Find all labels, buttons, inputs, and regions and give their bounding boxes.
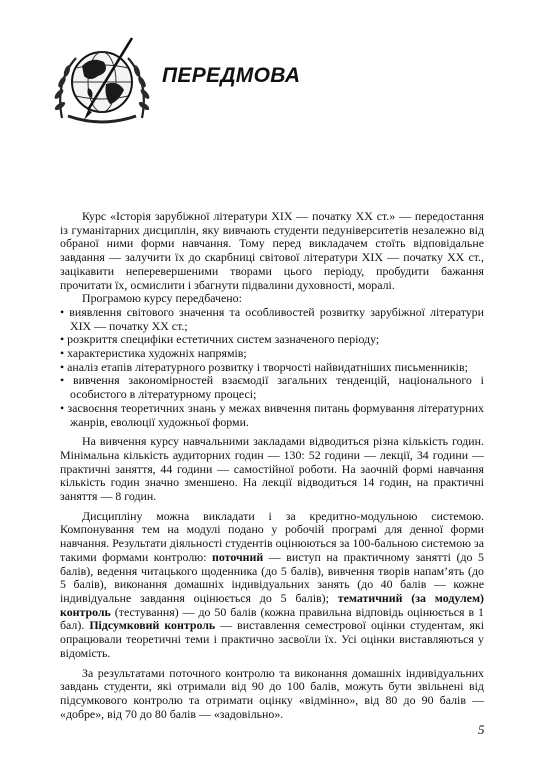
preface-body: [60, 210, 484, 721]
page-title: ПЕРЕДМОВА: [162, 64, 301, 87]
modular-text: — виставлення семестрової оцінки студентам, які опрацювали теоретичні теми і практично засвоїли їх. Усі оцінки виставляються у відомість.: [60, 618, 484, 660]
modular-text: — виступ на практичному занятті (до 5 балів), ведення читацького щоденника (до 5 балів), вивчення творів напам’ять (до 5 балів), виконання домашніх індивідуальних занять (до 40 балів — кожне індивідуальне завдання оцінюється до 5 балів);: [60, 549, 484, 605]
intro-paragraph: Курс «Історія зарубіжної літератури XIX — початку XX ст.» — передостання із гуманітарних дисциплін, яку вивчають студенти педуніверситетів незалежно від обраної ними форми навчання. Тому перед викладачем стоїть відповідальне завдання — залучити їх до скарбниці світової літератури XIX — початку XX ст., зацікавити неперевершеними творами цього періоду, пробудити бажання прочитати їх, осмислити і збагнути підвалини духовності, моралі.: [60, 209, 484, 292]
page-number: 5: [478, 722, 485, 737]
hours-paragraph: На вивчення курсу навчальними закладами відводиться різна кількість годин. Мінімальна кількість аудиторних годин — 130: 52 години — лекції, 34 години — практичні заняття, 44 години — самостійної роботи. На заочній формі навчання кількість годин значно зменшено. На лекції відводиться 14 годин, на практичні заняття — 8 годин.: [60, 434, 484, 504]
list-item: • розкриття специфіки естетичних систем зазначеного періоду;: [60, 333, 484, 347]
list-item: • вивчення закономірностей взаємодії загальних тенденцій, національного і особистого в літературному процесі;: [60, 374, 484, 401]
list-item: • характеристика художніх напрямів;: [60, 347, 484, 361]
list-item: • виявлення світового значення та особливостей розвитку зарубіжної літератури XIX — початку XX ст.;: [60, 306, 484, 333]
globe-emblem-icon: [48, 32, 156, 128]
term-current-control: поточний: [212, 549, 264, 564]
term-thematic-control: тематичний (за модулем) контроль: [60, 590, 485, 619]
modular-paragraph: [60, 510, 484, 661]
list-item: • аналіз етапів літературного розвитку і творчості найвидатніших письменників;: [60, 361, 484, 375]
list-item: • засвоєння теоретичних знань у межах вивчення питань формування літературних жанрів, еволюції художньої форми.: [60, 402, 484, 429]
program-list: [60, 306, 484, 429]
term-final-control: Підсумковий контроль: [89, 618, 216, 633]
modular-text: (тестування) — до 50 балів (кожна правильна відповідь оцінюється в 1 бал).: [60, 604, 484, 633]
results-paragraph: За результатами поточного контролю та виконання домашніх індивідуальних завдань студенти, які отримали від 90 до 100 балів, можуть бути звільнені від підсумкового контролю та отримати оцінку «відмінно», від 80 до 90 балів — «добре», від 70 до 80 балів — «задовільно».: [60, 665, 484, 721]
modular-text: Дисципліну можна викладати і за кредитно-модульною системою. Компонування тем на модулі подано у робочій програмі для денної форми навчання. Результати діяльності студентів оцінюються за 100-бальною системою за такими формами контролю:: [60, 508, 484, 564]
intro-paragraph: Програмою курсу передбачено:: [82, 291, 242, 306]
